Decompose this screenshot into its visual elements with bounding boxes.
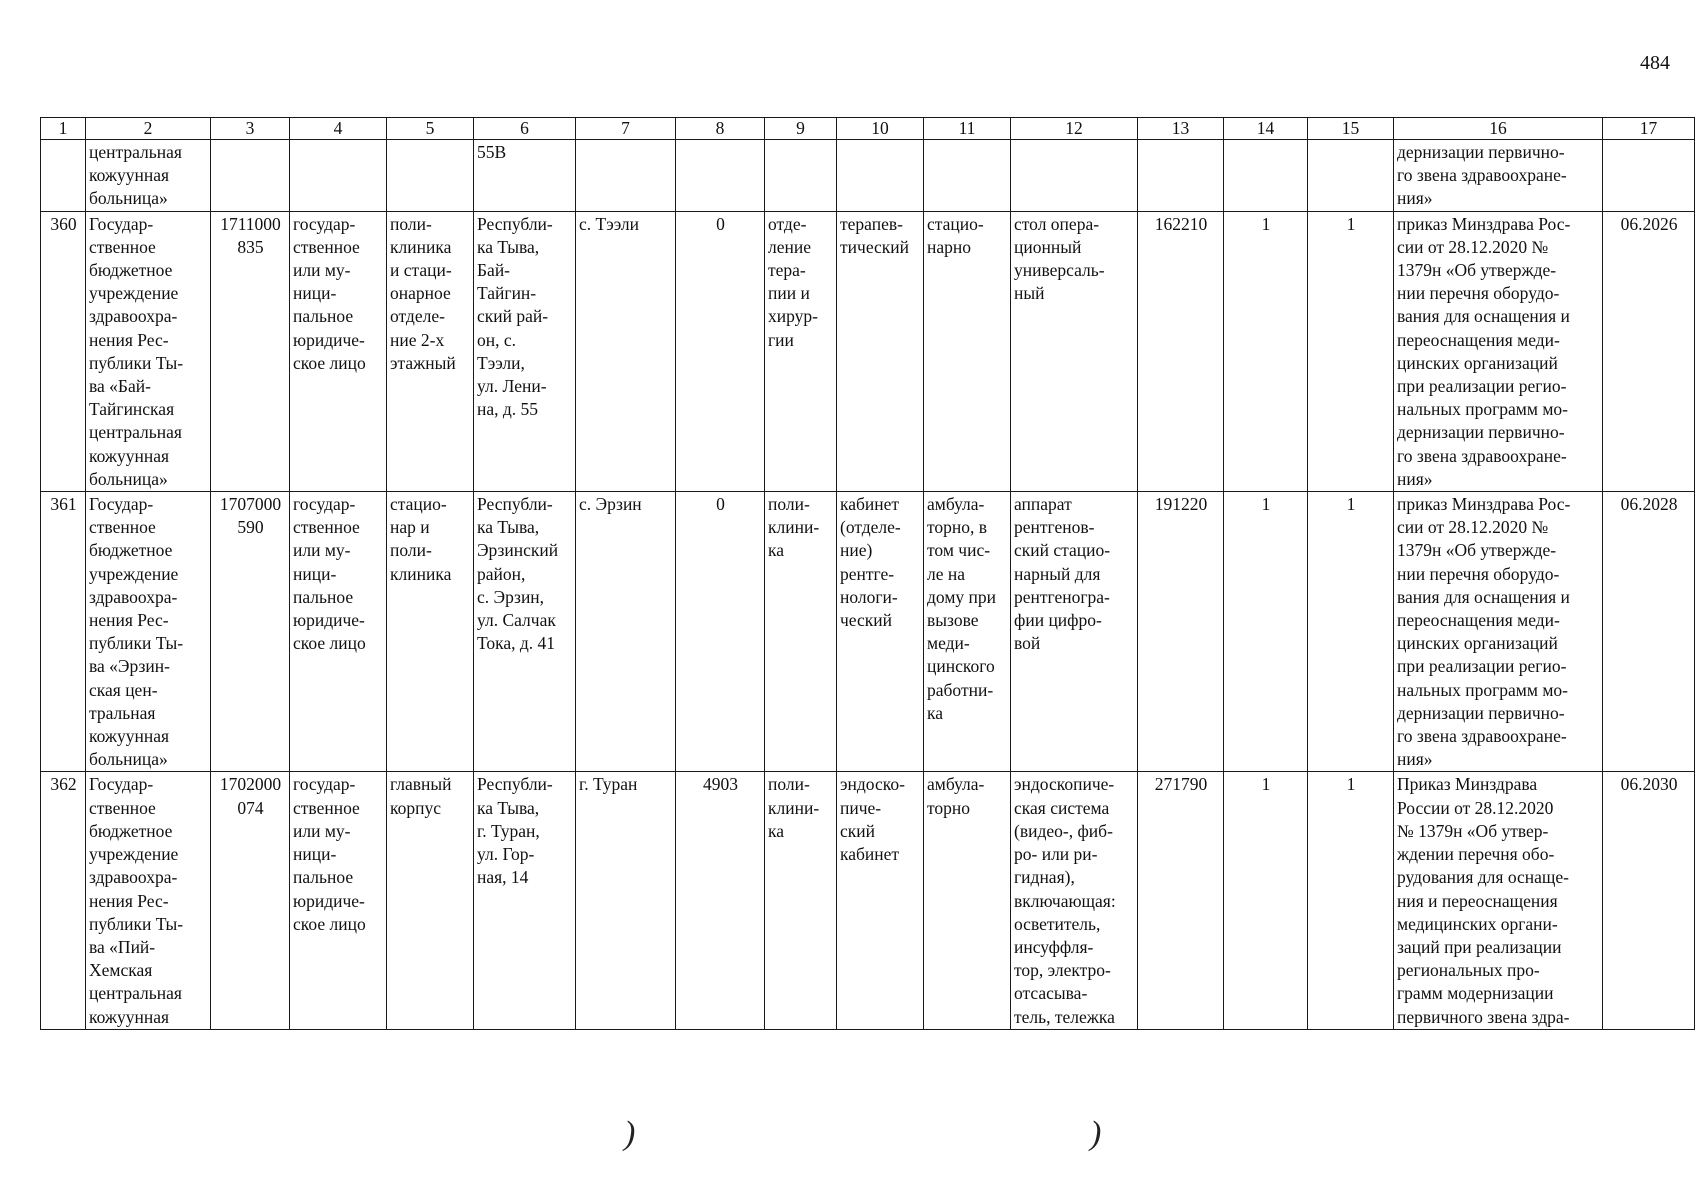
cell-col-5: поли- клиника и стаци- онарное отделе- ние 2-х этажный bbox=[387, 211, 474, 491]
cell-col-6: Республи- ка Тыва, Эрзинский район, с. Эрзин, ул. Салчак Тока, д. 41 bbox=[474, 492, 576, 772]
cell-col-12: стол опера- ционный универсаль- ный bbox=[1011, 211, 1138, 491]
cell-col-17 bbox=[1603, 140, 1695, 212]
header-col-6: 6 bbox=[474, 118, 576, 140]
header-col-13: 13 bbox=[1138, 118, 1224, 140]
cell-col-16: приказ Минздрава Рос- сии от 28.12.2020 № 1379н «Об утвержде- нии перечня оборудо- вания для оснащения и переоснащения меди- цинских организаций при реализации регио- нальных программ мо- дернизации первично- го звена здравоохране- ния» bbox=[1394, 492, 1603, 772]
cell-col-1: 362 bbox=[41, 772, 86, 1029]
cell-col-2: центральная кожуунная больница» bbox=[86, 140, 211, 212]
cell-col-9: поли- клини- ка bbox=[765, 492, 837, 772]
cell-col-7: г. Туран bbox=[576, 772, 676, 1029]
cell-col-2: Государ- ственное бюджетное учреждение здравоохра- нения Рес- публики Ты- ва «Пий- Хемская центральная кожуунная bbox=[86, 772, 211, 1029]
cell-col-13: 191220 bbox=[1138, 492, 1224, 772]
table-row bbox=[41, 492, 1695, 772]
cell-col-5 bbox=[387, 140, 474, 212]
cell-col-1: 360 bbox=[41, 211, 86, 491]
cell-col-9 bbox=[765, 140, 837, 212]
cell-col-10: терапев- тический bbox=[837, 211, 924, 491]
cell-col-8: 4903 bbox=[676, 772, 765, 1029]
header-col-16: 16 bbox=[1394, 118, 1603, 140]
registry-table bbox=[40, 117, 1695, 1030]
cell-col-16: дернизации первично- го звена здравоохране- ния» bbox=[1394, 140, 1603, 212]
cell-col-12: эндоскопиче- ская система (видео-, фиб- ро- или ри- гидная), включающая: осветитель, инсуффля- тор, электро- отсасыва- тель, тележка bbox=[1011, 772, 1138, 1029]
cell-col-4 bbox=[290, 140, 387, 212]
header-col-10: 10 bbox=[837, 118, 924, 140]
cell-col-13: 271790 bbox=[1138, 772, 1224, 1029]
cell-col-7: с. Эрзин bbox=[576, 492, 676, 772]
cell-col-7: с. Тээли bbox=[576, 211, 676, 491]
cell-col-4: государ- ственное или му- ници- пальное юридиче- ское лицо bbox=[290, 211, 387, 491]
cell-col-12 bbox=[1011, 140, 1138, 212]
cell-col-17: 06.2026 bbox=[1603, 211, 1695, 491]
header-col-5: 5 bbox=[387, 118, 474, 140]
cell-col-17: 06.2030 bbox=[1603, 772, 1695, 1029]
header-col-11: 11 bbox=[924, 118, 1011, 140]
column-number-header bbox=[41, 118, 1695, 140]
cell-col-8: 0 bbox=[676, 492, 765, 772]
table-row bbox=[41, 140, 1695, 212]
pen-mark-left: ) bbox=[624, 1115, 636, 1152]
cell-col-14: 1 bbox=[1224, 772, 1308, 1029]
cell-col-17: 06.2028 bbox=[1603, 492, 1695, 772]
header-col-2: 2 bbox=[86, 118, 211, 140]
header-col-8: 8 bbox=[676, 118, 765, 140]
cell-col-11: амбула- торно, в том чис- ле на дому при вызове меди- цинского работни- ка bbox=[924, 492, 1011, 772]
cell-col-3: 1702000 074 bbox=[211, 772, 290, 1029]
header-col-9: 9 bbox=[765, 118, 837, 140]
cell-col-6: 55В bbox=[474, 140, 576, 212]
cell-col-6: Республи- ка Тыва, г. Туран, ул. Гор- ная, 14 bbox=[474, 772, 576, 1029]
page-number: 484 bbox=[1640, 52, 1670, 74]
cell-col-8 bbox=[676, 140, 765, 212]
cell-col-5: стацио- нар и поли- клиника bbox=[387, 492, 474, 772]
cell-col-14: 1 bbox=[1224, 492, 1308, 772]
cell-col-15: 1 bbox=[1308, 772, 1394, 1029]
cell-col-16: приказ Минздрава Рос- сии от 28.12.2020 № 1379н «Об утвержде- нии перечня оборудо- вания для оснащения и переоснащения меди- цинских организаций при реализации регио- нальных программ мо- дернизации первично- го звена здравоохране- ния» bbox=[1394, 211, 1603, 491]
cell-col-10: эндоско- пиче- ский кабинет bbox=[837, 772, 924, 1029]
cell-col-4: государ- ственное или му- ници- пальное юридиче- ское лицо bbox=[290, 492, 387, 772]
header-col-17: 17 bbox=[1603, 118, 1695, 140]
cell-col-15: 1 bbox=[1308, 492, 1394, 772]
cell-col-3: 1707000 590 bbox=[211, 492, 290, 772]
header-col-3: 3 bbox=[211, 118, 290, 140]
cell-col-3 bbox=[211, 140, 290, 212]
cell-col-13 bbox=[1138, 140, 1224, 212]
cell-col-9: отде- ление тера- пии и хирур- гии bbox=[765, 211, 837, 491]
table-row bbox=[41, 772, 1695, 1029]
table-body bbox=[41, 140, 1695, 1030]
cell-col-9: поли- клини- ка bbox=[765, 772, 837, 1029]
cell-col-11 bbox=[924, 140, 1011, 212]
cell-col-8: 0 bbox=[676, 211, 765, 491]
cell-col-15 bbox=[1308, 140, 1394, 212]
cell-col-15: 1 bbox=[1308, 211, 1394, 491]
cell-col-3: 1711000 835 bbox=[211, 211, 290, 491]
pen-mark-right: ) bbox=[1090, 1115, 1102, 1152]
header-col-14: 14 bbox=[1224, 118, 1308, 140]
cell-col-10: кабинет (отделе- ние) рентге- нологи- ческий bbox=[837, 492, 924, 772]
header-col-1: 1 bbox=[41, 118, 86, 140]
cell-col-6: Республи- ка Тыва, Бай- Тайгин- ский рай- он, с. Тээли, ул. Лени- на, д. 55 bbox=[474, 211, 576, 491]
cell-col-12: аппарат рентгенов- ский стацио- нарный для рентгеногра- фии цифро- вой bbox=[1011, 492, 1138, 772]
cell-col-1: 361 bbox=[41, 492, 86, 772]
cell-col-14: 1 bbox=[1224, 211, 1308, 491]
cell-col-11: амбула- торно bbox=[924, 772, 1011, 1029]
header-col-4: 4 bbox=[290, 118, 387, 140]
cell-col-7 bbox=[576, 140, 676, 212]
cell-col-16: Приказ Минздрава России от 28.12.2020 № 1379н «Об утвер- ждении перечня обо- рудования для оснаще- ния и переоснащения медицинских органи- заций при реализации региональных про- грамм модернизации первичного звена здра- bbox=[1394, 772, 1603, 1029]
cell-col-14 bbox=[1224, 140, 1308, 212]
header-col-15: 15 bbox=[1308, 118, 1394, 140]
header-col-7: 7 bbox=[576, 118, 676, 140]
table-row bbox=[41, 211, 1695, 491]
cell-col-10 bbox=[837, 140, 924, 212]
cell-col-11: стацио- нарно bbox=[924, 211, 1011, 491]
cell-col-5: главный корпус bbox=[387, 772, 474, 1029]
cell-col-4: государ- ственное или му- ници- пальное юридиче- ское лицо bbox=[290, 772, 387, 1029]
cell-col-2: Государ- ственное бюджетное учреждение здравоохра- нения Рес- публики Ты- ва «Бай- Тайгинская центральная кожуунная больница» bbox=[86, 211, 211, 491]
cell-col-1 bbox=[41, 140, 86, 212]
header-row bbox=[41, 118, 1695, 140]
cell-col-13: 162210 bbox=[1138, 211, 1224, 491]
header-col-12: 12 bbox=[1011, 118, 1138, 140]
cell-col-2: Государ- ственное бюджетное учреждение здравоохра- нения Рес- публики Ты- ва «Эрзин- ская цен- тральная кожуунная больница» bbox=[86, 492, 211, 772]
